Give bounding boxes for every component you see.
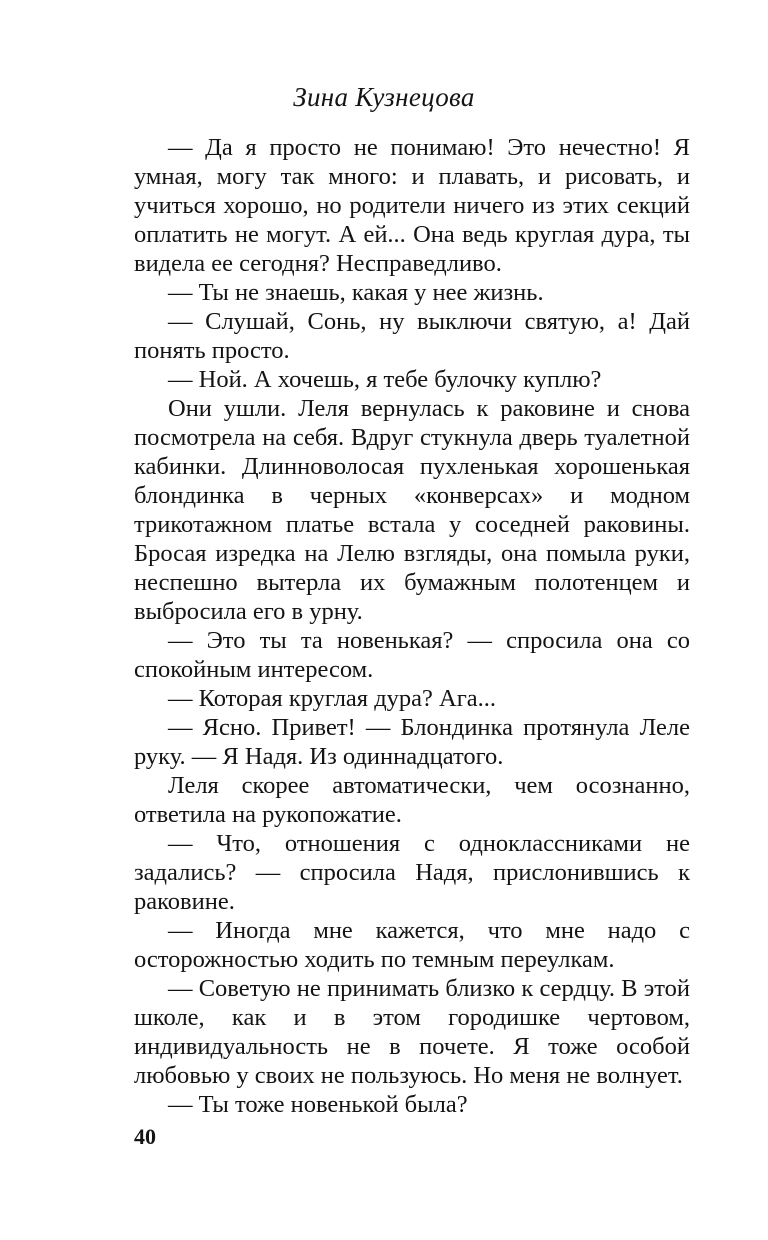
- paragraph: — Ты тоже новенькой была?: [168, 1091, 468, 1118]
- paragraph: — Советую не принимать близко к сердцу. В этой школе, как и в этом городишке чертовом, индивидуальность не в почете. Я тоже особой любовью у своих не пользуюсь. Но меня не волнует.: [134, 975, 690, 1089]
- paragraph: — Ты не знаешь, какая у нее жизнь.: [168, 279, 544, 306]
- paragraph: — Ясно. Привет! — Блондинка протянула Леле руку. — Я Надя. Из одиннадцатого.: [134, 714, 690, 770]
- paragraph: — Иногда мне кажется, что мне надо с осторожностью ходить по темным переулкам.: [134, 917, 690, 973]
- paragraph: Они ушли. Леля вернулась к раковине и снова посмотрела на себя. Вдруг стукнула дверь туалетной кабинки. Длинноволосая пухленькая хорошенькая блондинка в черных «конверсах» и модном трикотажном платье встала у соседней раковины. Бросая изредка на Лелю взгляды, она помыла руки, неспешно вытерла их бумажным полотенцем и выбросила его в урну.: [134, 395, 690, 625]
- body-text: [134, 133, 690, 1119]
- paragraph: — Что, отношения с одноклассниками не задались? — спросила Надя, прислонившись к раковине.: [134, 830, 690, 915]
- page-number: 40: [134, 1124, 156, 1149]
- paragraph: — Да я просто не понимаю! Это нечестно! Я умная, могу так много: и плавать, и рисовать, и учиться хорошо, но родители ничего из этих секций оплатить не могут. А ей... Она ведь круглая дура, ты видела ее сегодня? Несправедливо.: [134, 134, 690, 277]
- paragraph: — Которая круглая дура? Ага...: [168, 685, 497, 712]
- paragraph: Леля скорее автоматически, чем осознанно, ответила на рукопожатие.: [134, 772, 690, 828]
- paragraph: — Ной. А хочешь, я тебе булочку куплю?: [168, 366, 602, 393]
- paragraph: — Слушай, Сонь, ну выключи святую, а! Дай понять просто.: [134, 308, 690, 364]
- running-head-author: Зина Кузнецова: [293, 82, 475, 112]
- paragraph: — Это ты та новенькая? — спросила она со спокойным интересом.: [134, 627, 690, 683]
